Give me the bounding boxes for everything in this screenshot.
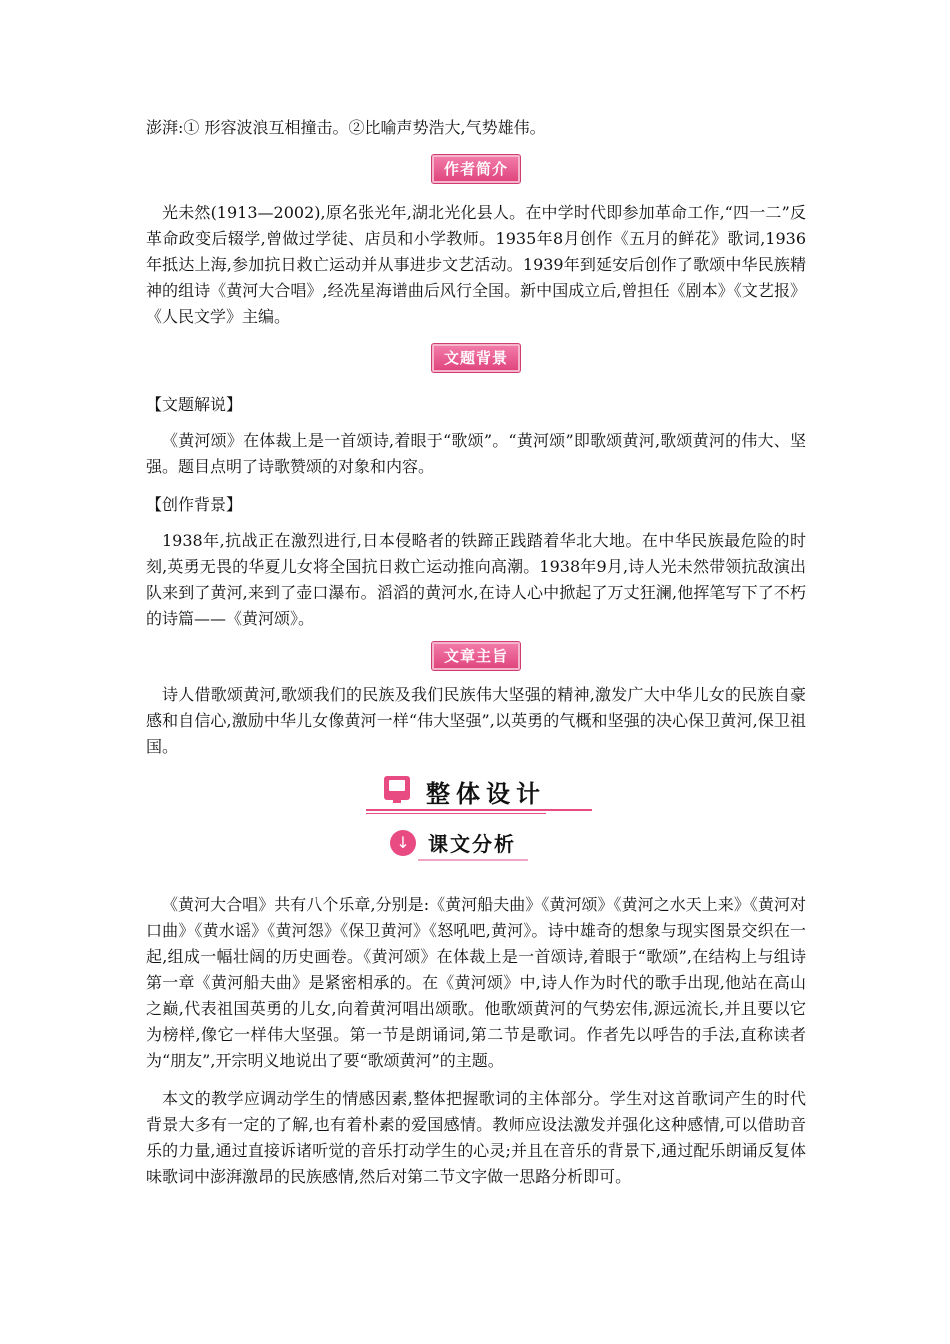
- overall-design-title: 整体设计: [426, 780, 546, 808]
- author-section-header: [146, 155, 806, 183]
- header-rule: [366, 809, 592, 811]
- title-explain-heading: 【文题解说】: [146, 395, 243, 414]
- vocab-note: 澎湃:① 形容波浪互相撞击。②比喻声势浩大,气势雄伟。: [146, 118, 546, 137]
- overall-design-header: [146, 774, 806, 818]
- creation-background-text: 1938年,抗战正在激烈进行,日本侵略者的铁蹄正践踏着华北大地。在中华民族最危险的时刻,英勇无畏的华夏儿女将全国抗日救亡运动推向高潮。1938年9月,诗人光未然带领抗敌演出队来到了黄河,来到了壶口瀑布。滔滔的黄河水,在诗人心中掀起了万丈狂澜,他挥笔写下了不朽的诗篇——《黄河颂》。: [146, 531, 806, 628]
- theme-section-header: [146, 642, 806, 670]
- title-explain-text: 《黄河颂》在体裁上是一首颂诗,着眼于“歌颂”。“黄河颂”即歌颂黄河,歌颂黄河的伟大、坚强。题目点明了诗歌赞颂的对象和内容。: [146, 431, 806, 476]
- background-tag: 文题背景: [432, 344, 520, 372]
- document-page: [146, 100, 806, 1190]
- theme-text: 诗人借歌颂黄河,歌颂我们的民族及我们民族伟大坚强的精神,激发广大中华儿女的民族自豪感和自信心,激励中华儿女像黄河一样“伟大坚强”,以英勇的气概和坚强的决心保卫黄河,保卫祖国。: [146, 685, 806, 756]
- download-arrow-icon: ↓: [390, 830, 416, 856]
- author-text: 光未然(1913—2002),原名张光年,湖北光化县人。在中学时代即参加革命工作,“四一二”反革命政变后辍学,曾做过学徒、店员和小学教师。1935年8月创作《五月的鲜花》歌词,1936年抵达上海,参加抗日救亡运动并从事进步文艺活动。1939年到延安后创作了歌颂中华民族精神的组诗《黄河大合唱》,经冼星海谱曲后风行全国。新中国成立后,曾担任《剧本》《文艺报》《人民文学》主编。: [146, 203, 806, 326]
- monitor-icon: [384, 776, 410, 800]
- analysis-rule: [418, 859, 528, 861]
- theme-tag: 文章主旨: [432, 642, 520, 670]
- text-analysis-header: [146, 828, 806, 868]
- creation-background-heading: 【创作背景】: [146, 495, 243, 514]
- background-section-header: [146, 344, 806, 372]
- header-rule-thin: [366, 813, 546, 814]
- analysis-paragraph-1: 《黄河大合唱》共有八个乐章,分别是:《黄河船夫曲》《黄河颂》《黄河之水天上来》《黄河对口曲》《黄水谣》《黄河怨》《保卫黄河》《怒吼吧,黄河》。诗中雄奇的想象与现实图景交织在一起,组成一幅壮阔的历史画卷。《黄河颂》在体裁上是一首颂诗,着眼于“歌颂”,在结构上与组诗第一章《黄河船夫曲》是紧密相承的。在《黄河颂》中,诗人作为时代的歌手出现,他站在高山之巅,代表祖国英勇的儿女,向着黄河唱出颂歌。他歌颂黄河的气势宏伟,源远流长,并且要以它为榜样,像它一样伟大坚强。第一节是朗诵词,第二节是歌词。作者先以呼告的手法,直称读者为“朋友”,开宗明义地说出了要“歌颂黄河”的主题。: [146, 895, 806, 1070]
- analysis-paragraph-2: 本文的教学应调动学生的情感因素,整体把握歌词的主体部分。学生对这首歌词产生的时代背景大多有一定的了解,也有着朴素的爱国感情。教师应设法激发并强化这种感情,可以借助音乐的力量,通过直接诉诸听觉的音乐打动学生的心灵;并且在音乐的背景下,通过配乐朗诵反复体味歌词中澎湃激昂的民族感情,然后对第二节文字做一思路分析即可。: [146, 1089, 806, 1186]
- text-analysis-title: 课文分析: [428, 832, 516, 856]
- author-tag: 作者简介: [432, 155, 520, 183]
